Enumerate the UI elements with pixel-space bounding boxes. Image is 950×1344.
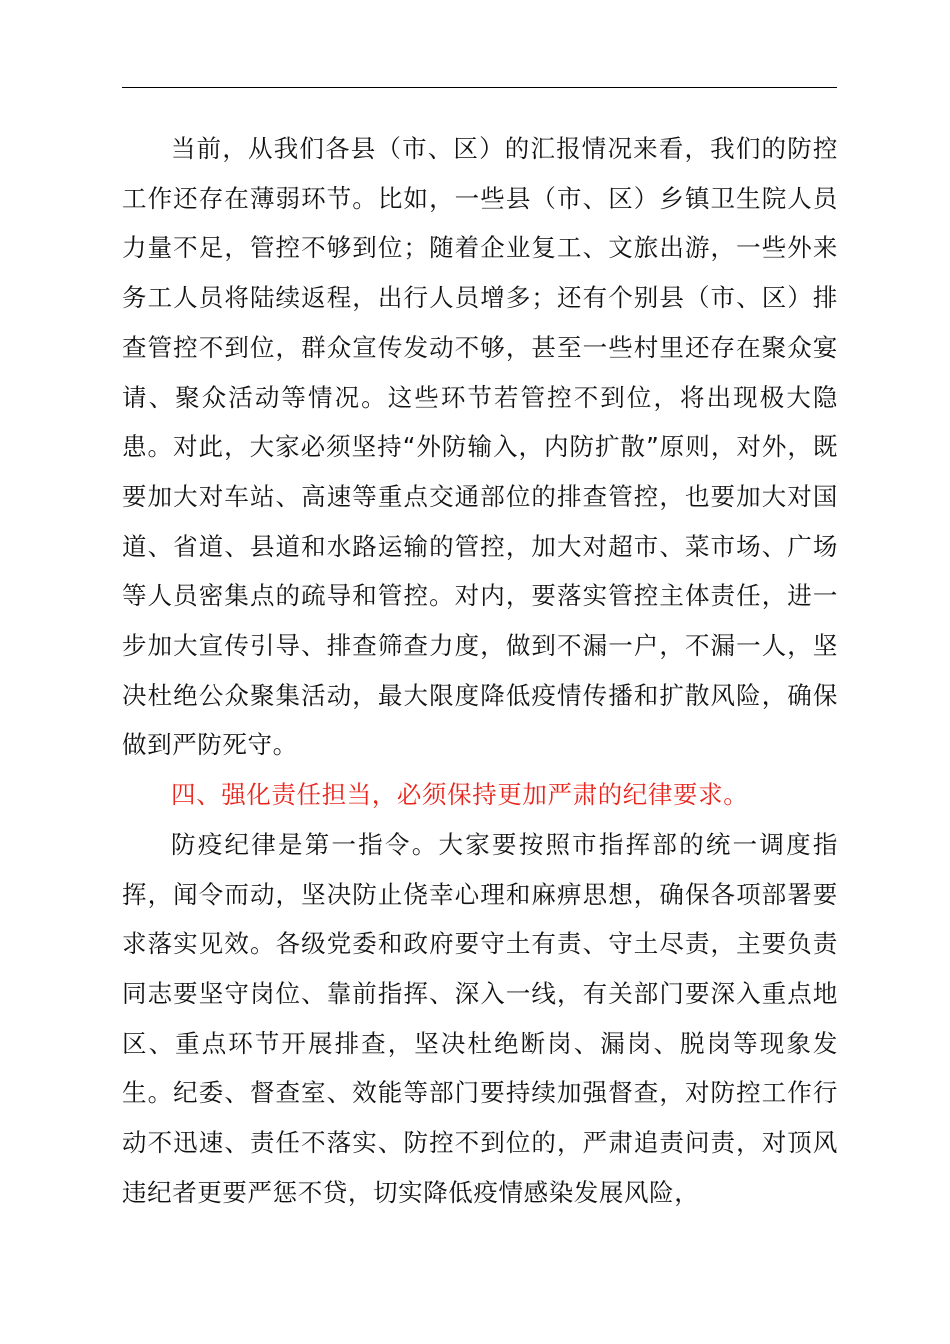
paragraph-discipline: 防疫纪律是第一指令。大家要按照市指挥部的统一调度指挥，闻令而动，坚决防止侥幸心理和麻痹思想，确保各项部署要求落实见效。各级党委和政府要守土有责、守土尽责，主要负责同志要坚守岗位、靠前指挥、深入一线，有关部门要深入重点地区、重点环节开展排查，坚决杜绝断岗、漏岗、脱岗等现象发生。纪委、督查室、效能等部门要持续加强督查，对防控工作行动不迅速、责任不落实、防控不到位的，严肃追责问责，对顶风违纪者更要严惩不贷，切实降低疫情感染发展风险， [122,829,838,1207]
paragraph-prevention-weaknesses: 当前，从我们各县（市、区）的汇报情况来看，我们的防控工作还存在薄弱环节。比如，一些县（市、区）乡镇卫生院人员力量不足，管控不够到位；随着企业复工、文旅出游，一些外来务工人员将陆续返程，出行人员增多；还有个别县（市、区）排查管控不到位，群众宣传发动不够，甚至一些村里还存在聚众宴请、聚众活动等情况。这些环节若管控不到位，将出现极大隐患。对此，大家必须坚持“外防输入，内防扩散”原则，对外，既要加大对车站、高速等重点交通部位的排查管控，也要加大对国道、省道、县道和水路运输的管控，加大对超市、菜市场、广场等人员密集点的疏导和管控。对内，要落实管控主体责任，进一步加大宣传引导、排查筛查力度，做到不漏一户，不漏一人，坚决杜绝公众聚集活动，最大限度降低疫情传播和扩散风险，确保做到严防死守。 [122,134,838,760]
section-heading-four: 四、强化责任担当，必须保持更加严肃的纪律要求。 [171,780,749,810]
header-rule [122,87,837,88]
document-body [122,124,838,1217]
